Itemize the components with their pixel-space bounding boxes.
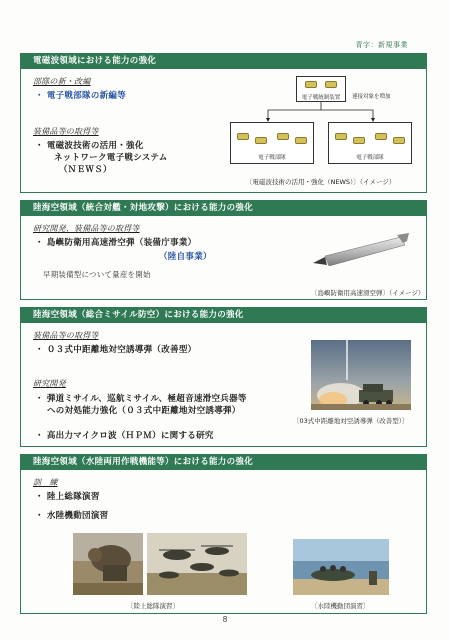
vehicle-icon — [277, 133, 289, 140]
bullet-hpm: ・ 高出力マイクロ波（ＨＰＭ）に関する研究 — [35, 431, 214, 441]
amphibious-exercise-caption: 〔水陸機動団演習〕 — [311, 602, 370, 610]
unit-node-left — [230, 122, 314, 164]
subheading-unit-reorganization: 部隊の新・改編 — [33, 77, 91, 86]
section-title: 陸海空領域（統合対艦・対地攻撃）における能力の強化 — [21, 201, 426, 216]
section-title: 電磁波領域における能力の強化 — [21, 54, 426, 69]
unit-node-right — [328, 122, 412, 164]
sam-launch-photo — [311, 340, 411, 410]
subheading-equipment-acquisition: 装備品等の取得等 — [33, 331, 99, 340]
glide-caption: 〔島嶼防衛用高速滑空弾〕（イメージ） — [311, 289, 425, 297]
amphibious-exercise-photo — [293, 539, 389, 595]
news-caption: 〔電磁波技術の活用・強化（NEWS）〕（イメージ） — [246, 178, 396, 186]
mass-production-note: 早期装備型について量産を開始 — [43, 270, 151, 279]
vehicle-icon — [237, 133, 249, 140]
vehicle-icon — [375, 133, 387, 140]
legend-note: 青字：新規事業 — [355, 41, 408, 49]
section-anti-ship-ground — [20, 200, 427, 300]
vehicle-icon — [393, 137, 405, 144]
subheading-equipment-acquisition: 装備品等の取得等 — [33, 127, 99, 136]
bullet-news-system: ネットワーク電子戦システム — [54, 153, 168, 163]
bullet-gsdf-program: （陸自事業） — [159, 252, 212, 262]
sam-caption: 〔03式中距離地対空誘導弾（改善型）〕 — [293, 417, 409, 425]
glide-missile-image — [311, 231, 411, 271]
page-number: 8 — [222, 615, 228, 624]
arrow-label: 連接対象を増加 — [352, 94, 391, 100]
bullet-em-tech: ・ 電磁波技術の活用・強化 — [35, 141, 144, 151]
vehicle-icon — [335, 133, 347, 140]
vehicle-icon — [353, 137, 365, 144]
paratrooper-photo — [73, 533, 143, 595]
subheading-training: 訓 練 — [33, 478, 58, 487]
unit-label-left: 電子戦部隊 — [258, 155, 286, 161]
vehicle-icon — [255, 137, 267, 144]
vehicle-icon — [295, 137, 307, 144]
section-electromagnetic — [20, 53, 427, 193]
section-title: 陸海空領域（総合ミサイル防空）における能力の強化 — [21, 308, 426, 323]
ground-exercise-caption: 〔陸上総隊演習〕 — [127, 602, 179, 610]
helicopter-photo — [147, 533, 247, 595]
subheading-rnd-acquisition: 研究開発、装備品等の取得等 — [33, 224, 140, 233]
unit-label-right: 電子戦部隊 — [356, 155, 384, 161]
control-label: 電子戦統制装置 — [301, 95, 341, 101]
subheading-rnd: 研究開発 — [33, 379, 66, 388]
bullet-type03-improved: ・ ０３式中距離地対空誘導弾（改善型） — [35, 345, 197, 355]
bullet-threat-response: ・ 弾道ミサイル、巡航ミサイル、極超音速滑空兵器等 — [35, 394, 247, 404]
section-air-missile-defense — [20, 307, 427, 447]
bullet-ground-component-exercise: ・ 陸上総隊演習 — [35, 492, 100, 502]
bullet-news-abbr: （ＮＥＷＳ） — [59, 165, 112, 175]
section-title: 陸海空領域（水陸両用作戦機能等）における能力の強化 — [21, 455, 426, 470]
bullet-ew-unit: ・ 電子戦部隊の新編等 — [35, 91, 127, 101]
news-diagram — [228, 74, 413, 170]
bullet-arDB-exercise: ・ 水陸機動団演習 — [35, 511, 109, 521]
bullet-glide-bomb: ・ 島嶼防衛用高速滑空弾（装備庁事業） — [35, 238, 197, 248]
section-amphibious — [20, 454, 427, 614]
bullet-threat-response-cont: への対処能力強化（０３式中距離地対空誘導弾） — [47, 406, 241, 416]
